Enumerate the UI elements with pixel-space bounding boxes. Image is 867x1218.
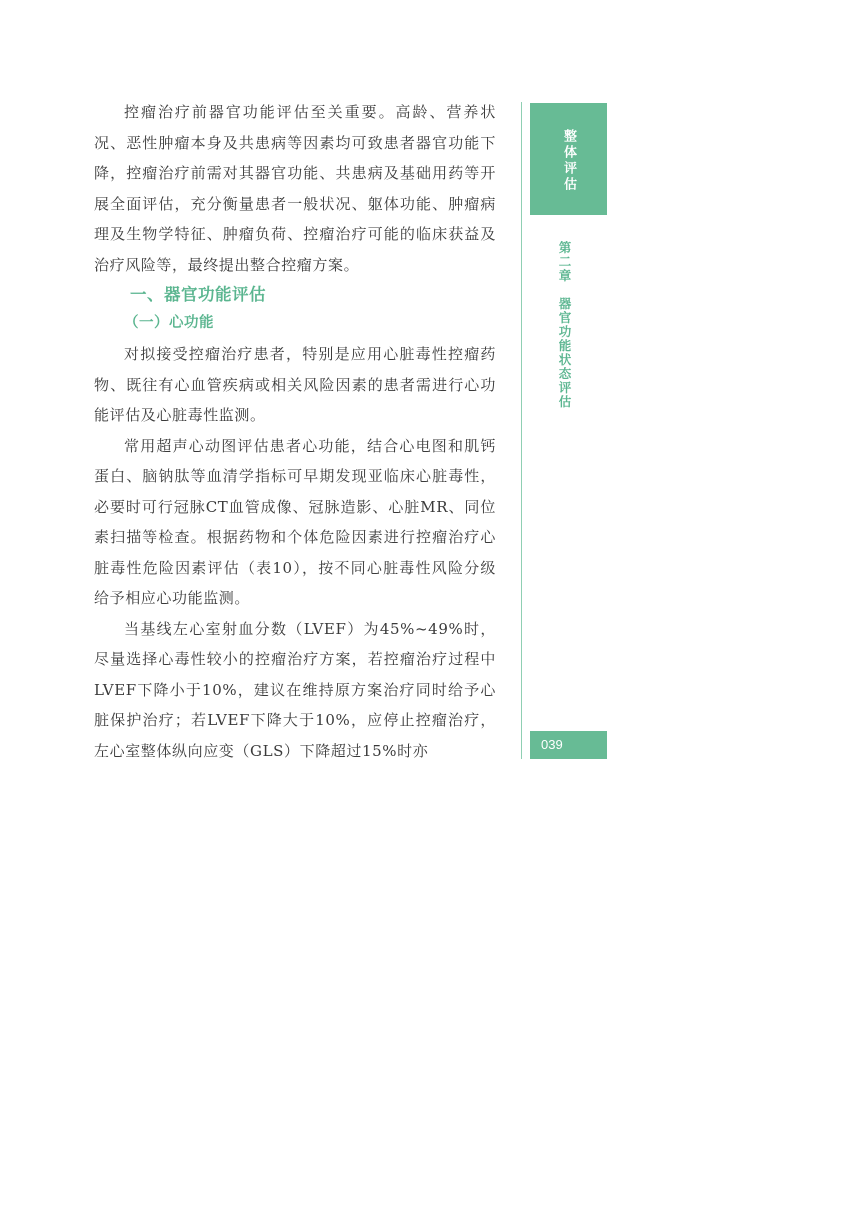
subsection-heading: （一）心功能 (124, 315, 214, 331)
section-heading: 一、器官功能评估 (130, 285, 266, 304)
cardiac-paragraph-2: 常用超声心动图评估患者心功能，结合心电图和肌钙蛋白、脑钠肽等血清学指标可早期发现亚临床心脏毒性，必要时可行冠脉CT血管成像、冠脉造影、心脏MR、同位素扫描等检查。根据药物和个体危险因素进行控瘤治疗心脏毒性危险因素评估（表10），按不同心脏毒性风险分级给予相应心功能监测。 (94, 436, 496, 607)
cardiac-paragraph-3: 当基线左心室射血分数（LVEF）为45%~49%时，尽量选择心毒性较小的控瘤治疗方案，若控瘤治疗过程中LVEF下降小于10%，建议在维持原方案治疗同时给予心脏保护治疗；若LVEF下降大于10%，应停止控瘤治疗，左心室整体纵向应变（GLS）下降超过15%时亦 (94, 619, 496, 760)
body-text-column (94, 97, 496, 766)
section-tab-label: 整体评估 (561, 129, 576, 193)
cardiac-paragraph-1: 对拟接受控瘤治疗患者，特别是应用心脏毒性控瘤药物、既往有心血管疾病或相关风险因素的患者需进行心功能评估及心脏毒性监测。 (94, 345, 496, 424)
page-number-badge (530, 731, 607, 759)
margin-divider-line (521, 102, 522, 759)
chapter-title: 第二章 器官功能状态评估 (557, 241, 572, 409)
page-number: 039 (541, 737, 563, 752)
intro-paragraph: 控瘤治疗前器官功能评估至关重要。高龄、营养状况、恶性肿瘤本身及共患病等因素均可致患者器官功能下降，控瘤治疗前需对其器官功能、共患病及基础用药等开展全面评估，充分衡量患者一般状况、躯体功能、肿瘤病理及生物学特征、肿瘤负荷、控瘤治疗可能的临床获益及治疗风险等，最终提出整合控瘤方案。 (94, 103, 496, 274)
section-tab (530, 103, 607, 215)
